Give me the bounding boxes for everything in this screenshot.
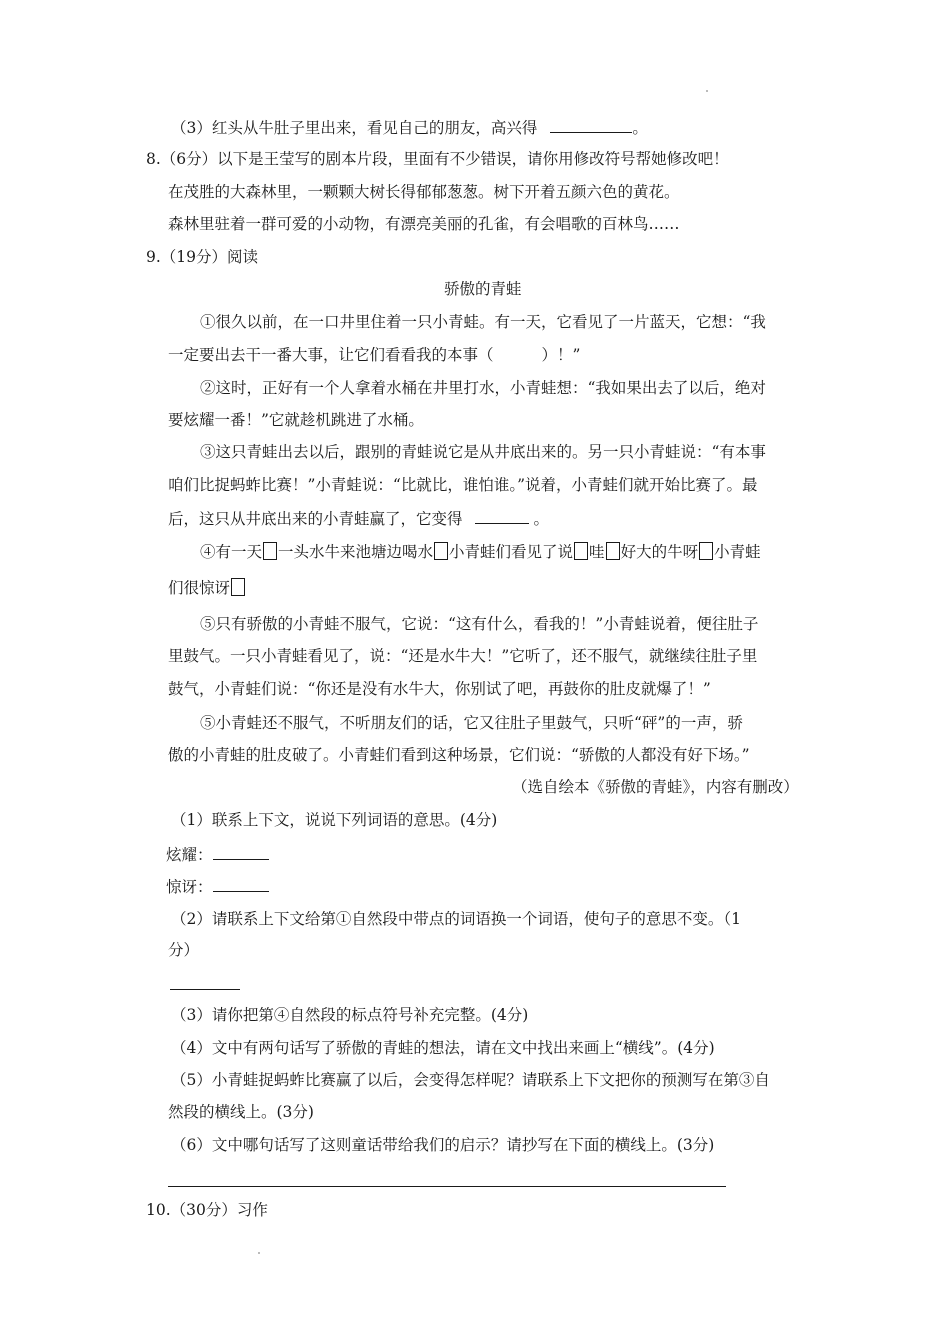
para5-line3: 鼓气，小青蛙们说：“你还是没有水牛大，你别试了吧，再鼓你的肚皮就爆了！” bbox=[168, 680, 711, 698]
q7-sub3 bbox=[171, 116, 648, 139]
word-xuanyao-label: 炫耀： bbox=[166, 846, 213, 864]
punct-box[interactable] bbox=[574, 542, 588, 560]
para4-line2-text: 们很惊讶 bbox=[168, 579, 231, 597]
q7-sub3-end: 。 bbox=[632, 119, 648, 137]
para1-line2-end: ）！” bbox=[541, 346, 581, 364]
para4-seg5: 好大的牛呀 bbox=[620, 543, 699, 561]
para3-line2: 咱们比捉蚂蚱比赛！”小青蛙说：“比就比，谁怕谁。”说着，小青蛙们就开始比赛了。最 bbox=[168, 476, 758, 494]
para4-seg2: 一头水牛来池塘边喝水 bbox=[278, 543, 434, 561]
para6-line2: 傲的小青蛙的肚皮破了。小青蛙们看到这种场景，它们说：“骄傲的人都没有好下场。” bbox=[168, 746, 750, 764]
q9-header: 9.（19分）阅读 bbox=[146, 248, 259, 266]
para3-line3-end: 。 bbox=[533, 510, 549, 528]
q7-sub3-blank[interactable] bbox=[550, 116, 632, 133]
passage-title: 骄傲的青蛙 bbox=[444, 280, 522, 298]
para2-line2: 要炫耀一番！”它就趁机跳进了水桶。 bbox=[168, 411, 424, 429]
sub-question-5-line2: 然段的横线上。(3分) bbox=[168, 1103, 314, 1121]
para4-seg4: 哇 bbox=[589, 543, 605, 561]
sub-question-5-line1: （5）小青蛙捉蚂蚱比赛赢了以后，会变得怎样呢？请联系上下文把你的预测写在第③自 bbox=[171, 1071, 770, 1089]
punct-box[interactable] bbox=[434, 542, 448, 560]
q8-line1: 在茂胜的大森林里，一颗颗大树长得郁郁葱葱。树下开着五颜六色的黄花。 bbox=[168, 183, 680, 201]
word-xuanyao-blank[interactable] bbox=[213, 843, 269, 860]
word-jingya-label: 惊讶： bbox=[166, 878, 213, 896]
para4-line2 bbox=[168, 577, 246, 599]
footer-mark bbox=[258, 1252, 260, 1254]
para6-line1: ⑤小青蛙还不服气，不听朋友们的话，它又往肚子里鼓气，只听“砰”的一声，骄 bbox=[200, 714, 743, 732]
passage-source: （选自绘本《骄傲的青蛙》，内容有删改） bbox=[512, 778, 799, 796]
sub-question-2-answer-line[interactable] bbox=[170, 989, 240, 990]
para1-line2 bbox=[168, 344, 580, 366]
sub-question-3: （3）请你把第④自然段的标点符号补充完整。(4分) bbox=[171, 1006, 529, 1024]
q8-header: 8.（6分）以下是王莹写的剧本片段，里面有不少错误，请你用修改符号帮她修改吧！ bbox=[146, 150, 729, 168]
para1-line2-text: 一定要出去干一番大事，让它们看看我的本事（ bbox=[168, 346, 494, 364]
sub-question-6-answer-line[interactable] bbox=[168, 1186, 726, 1187]
para3-blank[interactable] bbox=[475, 507, 529, 524]
para5-line1: ⑤只有骄傲的小青蛙不服气，它说：“这有什么，看我的！”小青蛙说着，便往肚子 bbox=[200, 615, 759, 633]
q10-header: 10.（30分）习作 bbox=[146, 1201, 268, 1219]
para3-line1: ③这只青蛙出去以后，跟别的青蛙说它是从井底出来的。另一只小青蛙说：“有本事 bbox=[200, 443, 766, 461]
para4-seg3: 小青蛙们看见了说 bbox=[449, 543, 574, 561]
q7-sub3-text: （3）红头从牛肚子里出来，看见自己的朋友，高兴得 bbox=[171, 119, 538, 137]
punct-box[interactable] bbox=[231, 578, 245, 596]
word-jingya-blank[interactable] bbox=[213, 875, 269, 892]
q8-line2: 森林里驻着一群可爱的小动物，有漂亮美丽的孔雀，有会唱歌的百林鸟…… bbox=[168, 215, 680, 233]
sub-question-2-line2: 分） bbox=[168, 941, 200, 959]
para3-line3-text: 后，这只从井底出来的小青蛙赢了，它变得 bbox=[168, 510, 463, 528]
para4-seg1: ④有一天 bbox=[200, 543, 263, 561]
word-xuanyao bbox=[166, 843, 269, 866]
sub-question-6: （6）文中哪句话写了这则童话带给我们的启示？请抄写在下面的横线上。(3分) bbox=[171, 1136, 715, 1154]
corner-mark bbox=[706, 90, 708, 92]
para4-line1 bbox=[200, 541, 761, 563]
sub-question-4: （4）文中有两句话写了骄傲的青蛙的想法，请在文中找出来画上“横线”。(4分) bbox=[171, 1039, 715, 1057]
para4-seg6: 小青蛙 bbox=[714, 543, 761, 561]
punct-box[interactable] bbox=[263, 542, 277, 560]
para3-line3 bbox=[168, 507, 549, 530]
word-jingya bbox=[166, 875, 269, 898]
para2-line1: ②这时，正好有一个人拿着水桶在井里打水，小青蛙想：“我如果出去了以后，绝对 bbox=[200, 379, 766, 397]
punct-box[interactable] bbox=[699, 542, 713, 560]
punct-box[interactable] bbox=[606, 542, 620, 560]
para5-line2: 里鼓气。一只小青蛙看见了，说：“还是水牛大！”它听了，还不服气，就继续往肚子里 bbox=[168, 647, 758, 665]
sub-question-2-line1: （2）请联系上下文给第①自然段中带点的词语换一个词语，使句子的意思不变。（1 bbox=[171, 910, 741, 928]
sub-question-1: （1）联系上下文，说说下列词语的意思。(4分) bbox=[171, 811, 498, 829]
para1-line1: ①很久以前，在一口井里住着一只小青蛙。有一天，它看见了一片蓝天，它想：“我 bbox=[200, 313, 766, 331]
